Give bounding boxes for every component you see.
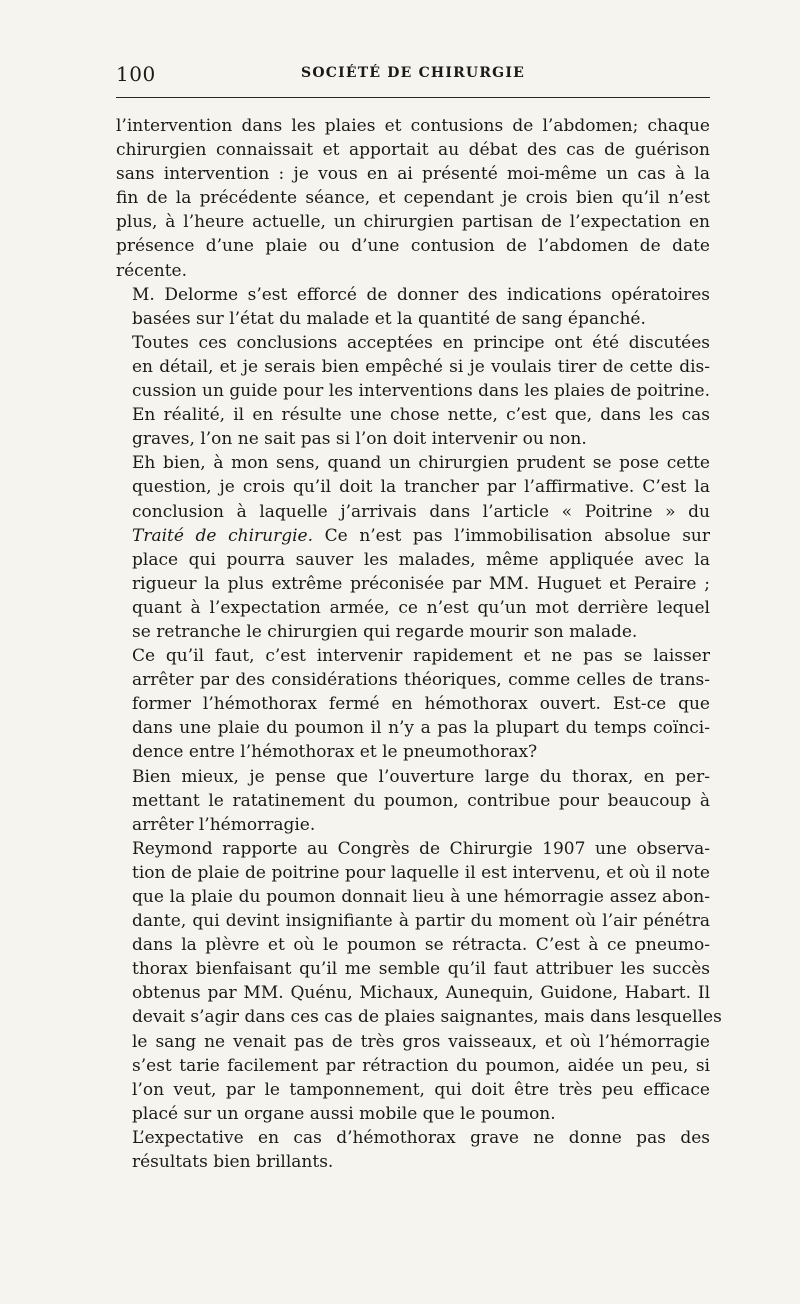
text-line: dans la plèvre et où le poumon se rétracta. C’est à ce pneumo- (132, 935, 710, 956)
text-line: que la plaie du poumon donnait lieu à une hémorragie assez abon- (132, 887, 710, 907)
text-line: l’on veut, par le tamponnement, qui doit être très peu efficace (132, 1079, 710, 1100)
text-line: résultats bien brillants. (132, 1152, 334, 1173)
header-rule (116, 97, 710, 98)
text-line: devait s’agir dans ces cas de plaies saignantes, mais dans lesquelles (132, 1007, 722, 1028)
text-line: l’intervention dans les plaies et contusions de l’abdomen; chaque (116, 116, 710, 136)
text-line: dence entre l’hémothorax et le pneumothorax? (132, 742, 538, 763)
text-line: Bien mieux, je pense que l’ouverture large du thorax, en per- (132, 766, 710, 787)
paragraph (116, 114, 710, 283)
text-line: dante, qui devint insignifiante à partir du moment où l’air pénétra (132, 911, 710, 932)
paragraph (116, 644, 710, 764)
paragraph (116, 451, 710, 644)
text-line: récente. (116, 260, 188, 281)
text-line: sans intervention : je vous en ai présenté moi-même un cas à la (116, 164, 710, 185)
text-line: fin de la précédente séance, et cependant je crois bien qu’il n’est (116, 188, 710, 209)
text-line: plus, à l’heure actuelle, un chirurgien partisan de l’expectation en (116, 212, 710, 233)
paragraph (116, 765, 710, 837)
text-line-remainder: Ce n’est pas l’immobilisation absolue sur (313, 525, 710, 546)
text-line: chirurgien connaissait et apportait au débat des cas de guérison (116, 140, 710, 161)
paragraph (116, 283, 710, 331)
page-number: 100 (116, 62, 156, 86)
text-line: le sang ne venait pas de très gros vaisseaux, et où l’hémorragie (132, 1031, 710, 1052)
text-line: graves, l’on ne sait pas si l’on doit intervenir ou non. (132, 429, 587, 450)
text-line: arrêter par des considérations théoriques, comme celles de trans- (132, 670, 710, 691)
paragraph (116, 837, 722, 1126)
italic-title: Traité de chirurgie. (132, 525, 314, 546)
paragraph (116, 331, 710, 451)
text-line: en détail, et je serais bien empêché si je voulais tirer de cette dis- (132, 356, 710, 377)
text-line: rigueur la plus extrême préconisée par MM. Huguet et Peraire ; (132, 573, 710, 594)
text-line: quant à l’expectation armée, ce n’est qu’un mot derrière lequel (132, 597, 710, 618)
text-line: présence d’une plaie ou d’une contusion de l’abdomen de date (116, 236, 710, 257)
text-line: L’expectative en cas d’hémothorax grave ne donne pas des (132, 1127, 710, 1148)
text-line: se retranche le chirurgien qui regarde mourir son malade. (132, 621, 638, 642)
text-line: arrêter l’hémorragie. (132, 814, 316, 835)
text-line: Toutes ces conclusions acceptées en principe ont été discutées (132, 332, 710, 353)
text-line: Ce qu’il faut, c’est intervenir rapidement et ne pas se laisser (132, 646, 710, 667)
text-line: Eh bien, à mon sens, quand un chirurgien prudent se pose cette (132, 453, 710, 474)
text-line: M. Delorme s’est efforcé de donner des indications opératoires (132, 284, 710, 305)
text-line: cussion un guide pour les interventions dans les plaies de poitrine. (132, 381, 710, 402)
text-line: question, je crois qu’il doit la trancher par l’affirmative. C’est la (132, 477, 710, 498)
running-title: SOCIÉTÉ DE CHIRURGIE (301, 65, 525, 81)
text-line: obtenus par MM. Quénu, Michaux, Aunequin, Guidone, Habart. Il (132, 983, 710, 1004)
text-line: thorax bienfaisant qu’il me semble qu’il faut attribuer les succès (132, 959, 710, 980)
text-line: En réalité, il en résulte une chose nette, c’est que, dans les cas (132, 405, 710, 426)
text-line: conclusion à laquelle j’arrivais dans l’article « Poitrine » du (132, 501, 710, 522)
text-line: tion de plaie de poitrine pour laquelle il est intervenu, et où il note (132, 862, 710, 883)
text-line: basées sur l’état du malade et la quantité de sang épanché. (132, 308, 646, 329)
paragraph (116, 1126, 710, 1174)
text-line: place qui pourra sauver les malades, même appliquée avec la (132, 549, 710, 570)
text-line-with-italic (116, 524, 710, 548)
text-line: Reymond rapporte au Congrès de Chirurgie 1907 une observa- (132, 838, 710, 859)
text-line: placé sur un organe aussi mobile que le poumon. (132, 1103, 556, 1124)
text-line: dans une plaie du poumon il n’y a pas la plupart du temps coïnci- (132, 718, 710, 739)
body-text (116, 114, 722, 1174)
text-line: former l’hémothorax fermé en hémothorax ouvert. Est-ce que (132, 694, 710, 715)
text-line: mettant le ratatinement du poumon, contribue pour beaucoup à (132, 790, 710, 811)
text-line: s’est tarie facilement par rétraction du poumon, aidée un peu, si (132, 1055, 710, 1076)
page-header (116, 58, 710, 88)
